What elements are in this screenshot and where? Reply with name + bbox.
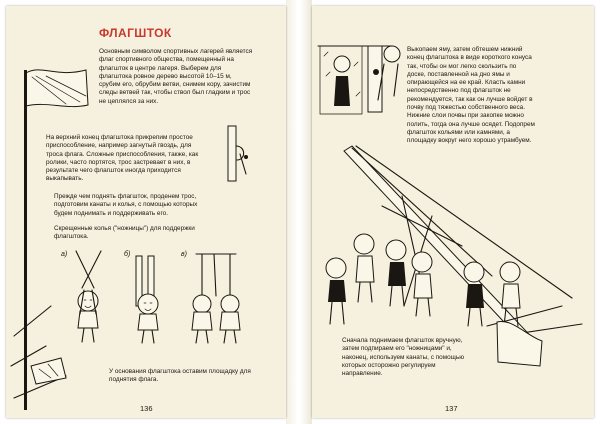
scissors-caption: Скрещенные колья ("ножницы") для поддержки флагштока. — [54, 225, 195, 241]
pit-scene — [318, 46, 400, 114]
base-platform-paragraph: У основания флагштока оставим площадку для поднятия флага. — [109, 368, 251, 384]
intro-paragraph: Основным символом спортивных лагерей является флаг спортивного общества, помещенный на флагшток в центре лагеря. Выберем для флагштока ровное дерево высотой 10–15 м, срубим его, обрубим ветви, снимем кору, зачистим следы ветвей так, чтобы ствол был гладким и трос не цеплялся за них. — [99, 48, 253, 105]
pit-paragraph: Выкопаем яму, затем обтешем нижний конец флагштока в виде короткого конуса так, чтобы он мог легко скользить по доске, поставленной на дно ямы и опирающейся на ее край. Класть камни непосредственно под флагшток не рекомендуется, так как он лучше войдет в почву под тяжестью собственного веса. Нижние слои почвы при закопке можно полить, тогда она лучше осядет. Подопрем флагшток кольями или камнями, а площадку вокруг него хорошо утрамбуем. — [407, 46, 535, 145]
page-136 — [6, 6, 286, 418]
scissors-stakes-illustration — [56, 246, 256, 346]
page-title: ФЛАГШТОК — [99, 26, 172, 40]
flag-icon — [26, 70, 88, 107]
scout-figure-b — [136, 256, 158, 343]
scout-figure-a — [76, 251, 101, 342]
pole-top-hook-illustration — [220, 124, 260, 184]
figure-label-b: б) — [124, 251, 131, 258]
page-137 — [312, 6, 594, 418]
book-gutter — [286, 0, 312, 424]
raising-pole-scene — [326, 146, 582, 366]
hook-paragraph: На верхний конец флагштока прикрепим простое приспособление, например загнутый гвоздь, для троса флага. Сложные приспособления, также, как ролики, часто портятся, трос застревает в них, в результате чего флагшток иногда приходится выкапывать. — [46, 134, 199, 183]
preparation-paragraph: Прежде чем поднять флагшток, проденем трос, подготовим канаты и колья, с помощью которых будем поднимать и поддерживать его. — [54, 193, 198, 217]
page-number: 137 — [445, 404, 458, 413]
scout-figure-c — [192, 254, 240, 343]
figure-label-a: а) — [61, 251, 68, 258]
page-number: 136 — [140, 404, 153, 413]
flagpole — [24, 70, 27, 410]
raising-caption: Сначала поднимаем флагшток вручную, затем подпираем его "ножницами" и, наконец, используем канаты, с помощью которых осторожно регулируем направление. — [342, 337, 465, 378]
figure-label-c: в) — [181, 251, 187, 258]
